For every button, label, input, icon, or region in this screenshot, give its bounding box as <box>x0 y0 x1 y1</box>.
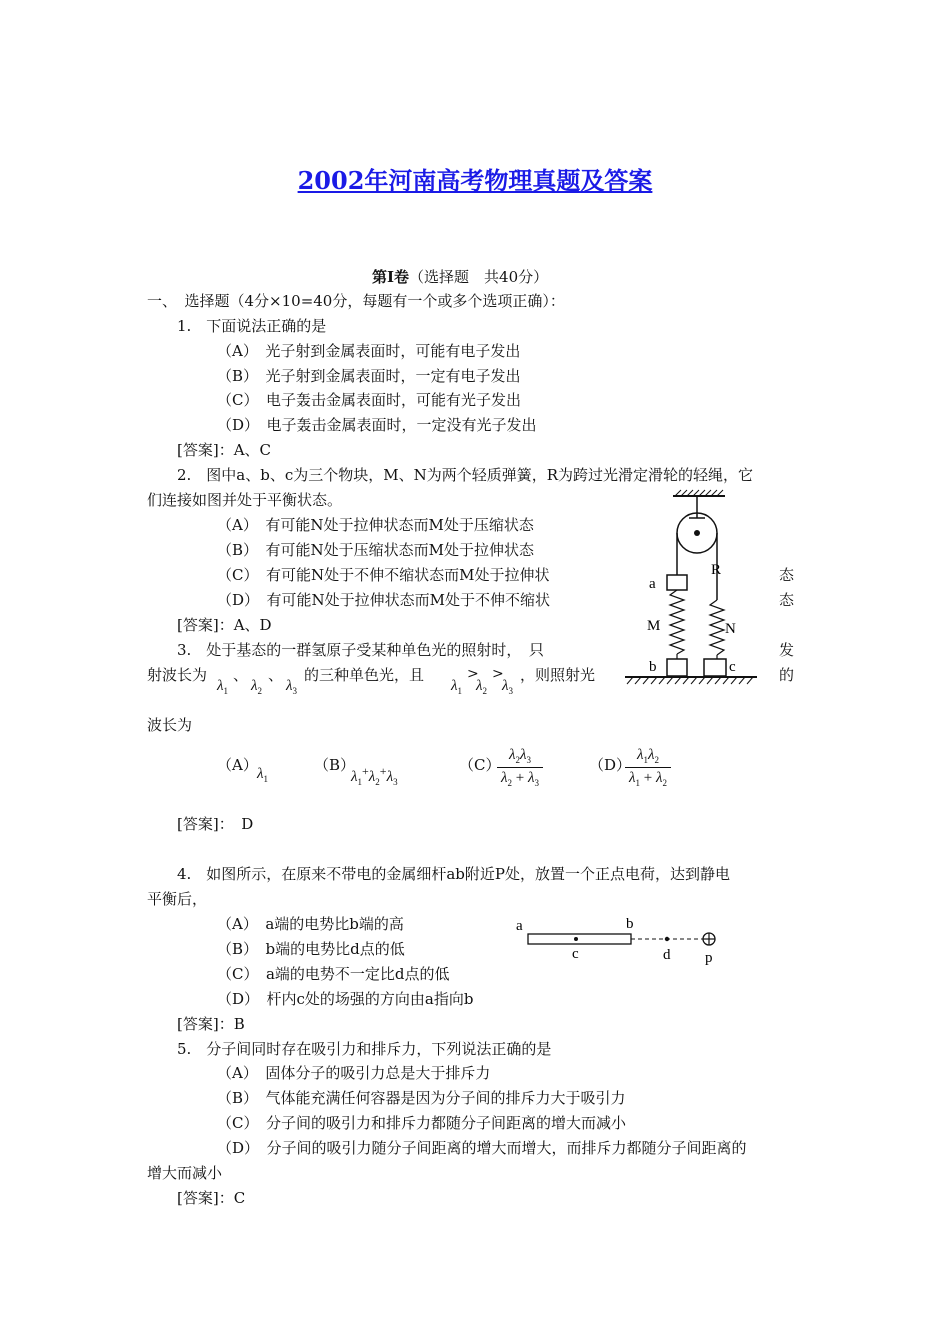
q5-answer: [答案]：C <box>177 1189 246 1207</box>
fig2-label-a: a <box>649 576 656 592</box>
q3-lambda-1: $\lambda_1$ <box>217 678 228 696</box>
q3-option-d-formula: $\frac{\lambda_1\lambda_2}{\lambda_1 + \lambda_2}$ <box>625 747 671 788</box>
fig4-label-d: d <box>663 947 671 963</box>
q2-option-c-wrap: 态 <box>779 566 795 584</box>
q3-stem-a: 3. 处于基态的一群氢原子受某种单色光的照射时， 只 <box>177 641 544 659</box>
q2-stem-line1: 2. 图中a、b、c为三个物块，M、N为两个轻质弹簧，R为跨过光滑定滑轮的轻绳，它 <box>177 466 754 484</box>
q3-stem-a-wrap: 发 <box>779 641 795 659</box>
fig2-label-M: M <box>647 618 661 634</box>
q3-stem-c: 波长为 <box>147 716 193 734</box>
q3-lambda-2: $\lambda_2$ <box>251 678 262 696</box>
q3-answer: [答案]： D <box>177 815 254 833</box>
q4-option-a: （A） a端的电势比b端的高 <box>217 915 404 933</box>
q3-stem-b3: 、 <box>268 666 284 684</box>
q3-stem-b5: ，则照射光 <box>520 666 596 684</box>
q2-option-d: （D） 有可能N处于拉伸状态而M处于不伸不缩状 <box>217 591 551 609</box>
fig4-label-a: a <box>516 918 523 934</box>
rod-charge-figure <box>510 910 730 970</box>
q3-gt-2: > <box>492 666 504 682</box>
q3-lambda-order-1: $\lambda_1$ <box>451 678 462 696</box>
fig2-label-b: b <box>649 659 657 675</box>
q2-option-c: （C） 有可能N处于不伸不缩状态而M处于拉伸状 <box>217 566 550 584</box>
q3-option-d-label: （D） <box>589 756 632 774</box>
q2-option-d-wrap: 态 <box>779 591 795 609</box>
q1-option-a: （A） 光子射到金属表面时，可能有电子发出 <box>217 342 521 360</box>
q3-lambda-order-3: $\lambda_3$ <box>502 678 513 696</box>
q4-stem-line1: 4. 如图所示，在原来不带电的金属细杆ab附近P处，放置一个正点电荷，达到静电 <box>177 865 730 883</box>
fig4-label-p: p <box>705 950 713 966</box>
q3-gt-1: > <box>467 666 479 682</box>
q4-stem-line2: 平衡后， <box>147 890 208 908</box>
q1-option-b: （B） 光子射到金属表面时，一定有电子发出 <box>217 367 521 385</box>
fig2-label-R: R <box>711 562 722 578</box>
q3-lambda-order-2: $\lambda_2$ <box>476 678 487 696</box>
q3-option-a-label: （A） <box>217 756 258 774</box>
q2-option-a: （A） 有可能N处于拉伸状态而M处于压缩状态 <box>217 516 534 534</box>
q1-answer: [答案]：A、C <box>177 441 272 459</box>
q1-option-c: （C） 电子轰击金属表面时，可能有光子发出 <box>217 391 521 409</box>
q5-option-b: （B） 气体能充满任何容器是因为分子间的排斥力大于吸引力 <box>217 1089 626 1107</box>
q5-option-c: （C） 分子间的吸引力和排斥力都随分子间距离的增大而减小 <box>217 1114 626 1132</box>
fig2-label-N: N <box>725 621 736 637</box>
pulley-spring-figure <box>615 488 765 698</box>
q2-option-b: （B） 有可能N处于压缩状态而M处于拉伸状态 <box>217 541 535 559</box>
q3-option-b-formula: $\lambda_1^+\lambda_2^+\lambda_3$ <box>351 764 398 787</box>
fig2-label-c: c <box>729 659 736 675</box>
q1-option-d: （D） 电子轰击金属表面时，一定没有光子发出 <box>217 416 537 434</box>
q5-option-d: （D） 分子间的吸引力随分子间距离的增大而增大，而排斥力都随分子间距离的 <box>217 1139 747 1157</box>
q5-option-a: （A） 固体分子的吸引力总是大于排斥力 <box>217 1064 491 1082</box>
q1-stem: 1. 下面说法正确的是 <box>177 317 327 335</box>
q3-lambda-3: $\lambda_3$ <box>286 678 297 696</box>
q4-option-b: （B） b端的电势比d点的低 <box>217 940 405 958</box>
section-heading <box>372 266 548 287</box>
section-heading-rest: （选择题 共40分） <box>409 268 549 286</box>
fig4-label-b: b <box>626 916 634 932</box>
q3-option-b-label: （B） <box>314 756 356 774</box>
q2-answer: [答案]：A、D <box>177 616 272 634</box>
q3-stem-b1: 射波长为 <box>147 666 208 684</box>
q5-option-d-wrap: 增大而减小 <box>147 1164 223 1182</box>
q2-stem-line2: 们连接如图并处于平衡状态。 <box>147 491 343 509</box>
q5-stem: 5. 分子间同时存在吸引力和排斥力，下列说法正确的是 <box>177 1040 552 1058</box>
part1-heading: 一、 选择题（4分×10=40分，每题有一个或多个选项正确）： <box>147 292 565 310</box>
q4-option-c: （C） a端的电势不一定比d点的低 <box>217 965 450 983</box>
q3-stem-b4: 的三种单色光，且 <box>304 666 425 684</box>
q3-stem-b2: 、 <box>233 666 249 684</box>
q3-option-c-formula: $\frac{\lambda_2\lambda_3}{\lambda_2 + \lambda_3}$ <box>497 747 543 788</box>
section-heading-bold: 第I卷 <box>372 268 410 286</box>
page-title: 2002年河南高考物理真题及答案 <box>297 166 653 195</box>
q4-option-d: （D） 杆内c处的场强的方向由a指向b <box>217 990 474 1008</box>
q4-answer: [答案]：B <box>177 1015 245 1033</box>
q3-option-c-label: （C） <box>459 756 501 774</box>
fig4-label-c: c <box>572 946 579 962</box>
q3-stem-b-wrap: 的 <box>779 666 795 684</box>
q3-option-a-formula: $\lambda_1$ <box>257 766 268 784</box>
